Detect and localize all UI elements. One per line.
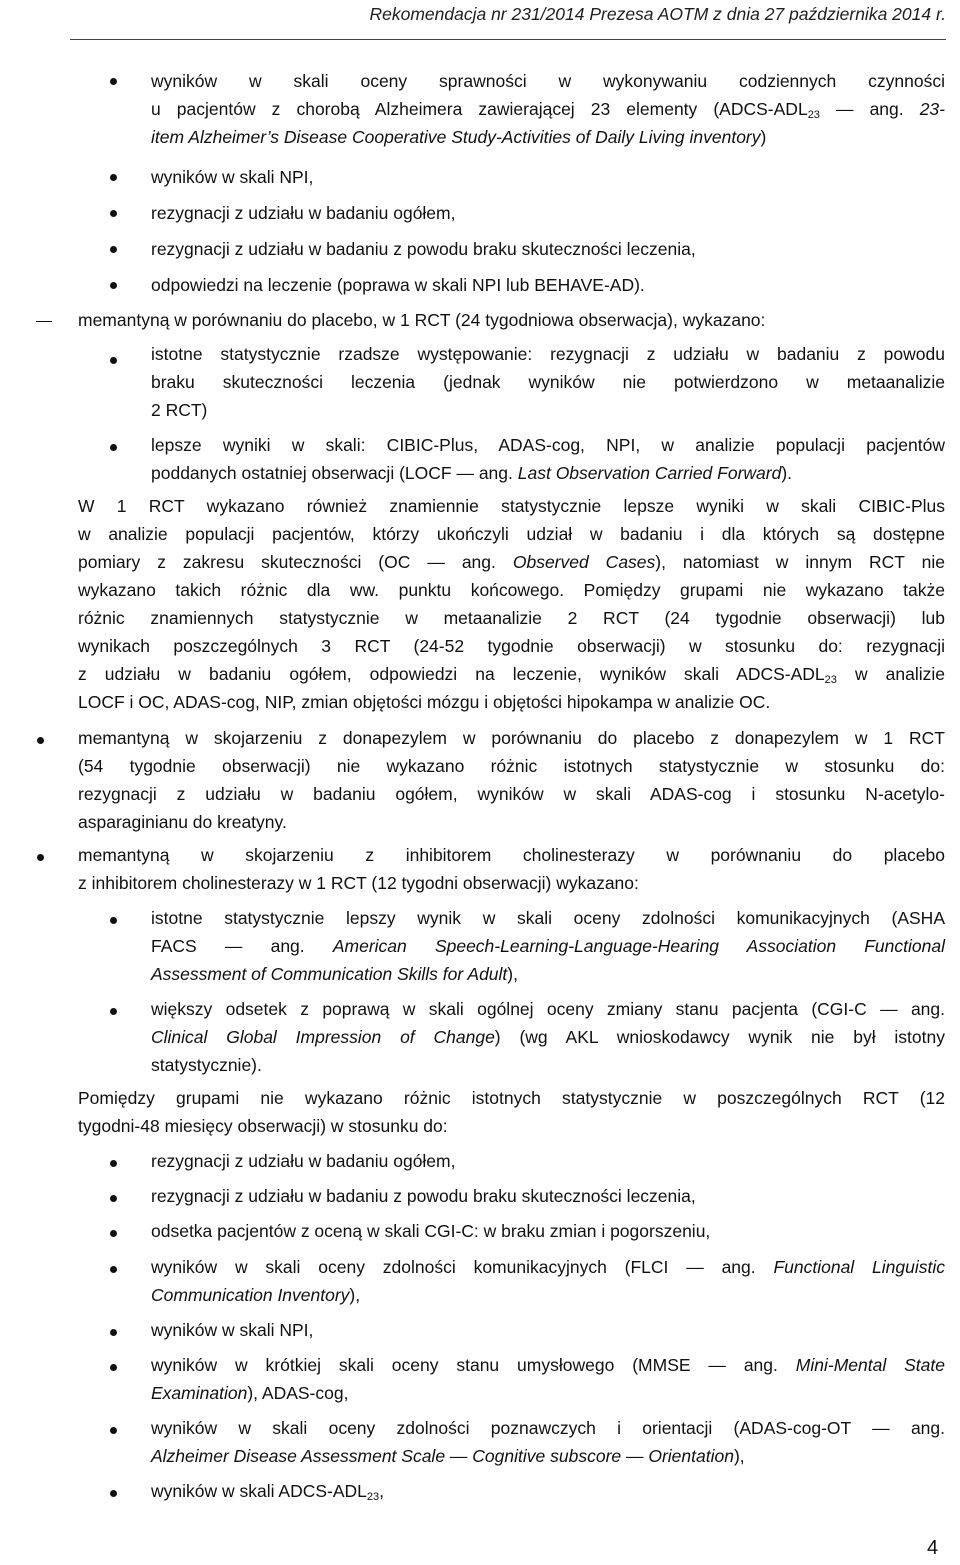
paragraph-line: tygodni-48 miesięcy obserwacji) w stosunku do: (78, 1116, 448, 1136)
list-item: Alzheimer Disease Assessment Scale — Cognitive subscore — Orientation), (151, 1446, 745, 1466)
bullet-icon (110, 78, 117, 85)
section-line: z inhibitorem cholinesterazy w 1 RCT (12 tygodni obserwacji) wykazano: (78, 873, 639, 893)
bullet-icon (110, 210, 117, 217)
paragraph-line: wykazano takich różnic dla ww. punktu końcowego. Pomiędzy grupami nie wykazano także (78, 580, 945, 600)
finding-line: FACS — ang. American Speech-Learning-Language-Hearing Association Functional (151, 936, 945, 956)
finding-line: statystycznie). (151, 1055, 262, 1075)
finding-line: istotne statystycznie lepszy wynik w skali oceny zdolności komunikacyjnych (ASHA (151, 908, 945, 928)
bullet-icon (110, 917, 117, 924)
adcs-line-2: u pacjentów z chorobą Alzheimera zawierającej 23 elementy ($ADCS-ADL_{23}$ — ang. 23- (151, 99, 945, 121)
finding-line: większy odsetek z poprawą w skali ogólnej oceny zmiany stanu pacjenta (CGI-C — ang. (151, 999, 945, 1019)
bullet-icon (110, 282, 117, 289)
list-item: wyników w skali NPI, (151, 167, 314, 187)
list-item: odpowiedzi na leczenie (poprawa w skali NPI lub BEHAVE-AD). (151, 275, 645, 295)
finding-line: braku skuteczności leczenia (jednak wyników nie potwierdzono w metaanalizie (151, 372, 945, 392)
paragraph-line: z udziału w badaniu ogółem, odpowiedzi na leczenie, wyników skali ADCS-$ADL_{23}$ w analizie (78, 664, 945, 686)
finding-line: poddanych ostatniej obserwacji (LOCF — ang. Last Observation Carried Forward). (151, 463, 793, 483)
bullet-icon (110, 1364, 117, 1371)
finding-line: istotne statystycznie rzadsze występowanie: rezygnacji z udziału w badaniu z powodu (151, 344, 945, 364)
page-header: Rekomendacja nr 231/2014 Prezesa AOTM z dnia 27 października 2014 r. (369, 4, 946, 24)
section-line: asparaginianu do kreatyny. (78, 812, 287, 832)
dash-icon (36, 321, 52, 322)
bullet-icon (37, 854, 44, 861)
bullet-icon (110, 1195, 117, 1202)
paragraph-line: różnic znamiennych statystycznie w metaanalizie 2 RCT (24 tygodnie obserwacji) lub (78, 608, 945, 628)
section-line: memantyną w skojarzeniu z inhibitorem cholinesterazy w porównaniu do placebo (78, 845, 945, 865)
list-item: wyników w skali NPI, (151, 1320, 314, 1340)
list-item: rezygnacji z udziału w badaniu z powodu braku skuteczności leczenia, (151, 1186, 696, 1206)
header-rule (70, 39, 946, 40)
bullet-icon (110, 174, 117, 181)
paragraph-line: w analizie populacji pacjentów, którzy ukończyli udział w badaniu i dla których są dostępne (78, 524, 945, 544)
paragraph-line: pomiary z zakresu skuteczności (OC — ang. Observed Cases), natomiast w innym RCT nie (78, 552, 945, 572)
bullet-icon (110, 1008, 117, 1015)
bullet-icon (110, 444, 117, 451)
page-number: 4 (927, 1537, 939, 1559)
list-item: wyników w skali ADCS-$ADL_{23}$, (151, 1481, 385, 1503)
finding-line: lepsze wyniki w skali: CIBIC-Plus, ADAS-cog, NPI, w analizie populacji pacjentów (151, 435, 945, 455)
section-intro: memantyną w porównaniu do placebo, w 1 RCT (24 tygodniowa obserwacja), wykazano: (78, 310, 766, 330)
bullet-icon (110, 246, 117, 253)
list-item: rezygnacji z udziału w badaniu z powodu braku skuteczności leczenia, (151, 239, 696, 259)
bullet-icon (110, 357, 117, 364)
list-item: rezygnacji z udziału w badaniu ogółem, (151, 1151, 456, 1171)
list-item: rezygnacji z udziału w badaniu ogółem, (151, 203, 456, 223)
bullet-icon (110, 1329, 117, 1336)
list-item: wyników w skali oceny zdolności komunikacyjnych (FLCI — ang. Functional Linguistic (151, 1257, 945, 1277)
finding-line: 2 RCT) (151, 400, 208, 420)
list-item: wyników w skali oceny zdolności poznawczych i orientacji (ADAS-cog-OT — ang. (151, 1418, 945, 1438)
list-item: wyników w krótkiej skali oceny stanu umysłowego (MMSE — ang. Mini-Mental State (151, 1355, 945, 1375)
adcs-line-3: item Alzheimer’s Disease Cooperative Study-Activities of Daily Living inventory) (151, 127, 767, 147)
section-line: memantyną w skojarzeniu z donapezylem w porównaniu do placebo z donapezylem w 1 RCT (78, 728, 945, 748)
bullet-icon (110, 1266, 117, 1273)
paragraph-line: Pomiędzy grupami nie wykazano różnic istotnych statystycznie w poszczególnych RCT (12 (78, 1088, 945, 1108)
paragraph-line: W 1 RCT wykazano również znamiennie statystycznie lepsze wyniki w skali CIBIC-Plus (78, 496, 945, 516)
bullet-icon (110, 1490, 117, 1497)
list-item: Examination), ADAS-cog, (151, 1383, 349, 1403)
bullet-icon (110, 1230, 117, 1237)
finding-line: Clinical Global Impression of Change) (wg AKL wnioskodawcy wynik nie był istotny (151, 1027, 945, 1047)
bullet-icon (110, 1427, 117, 1434)
adcs-line-1: wyników w skali oceny sprawności w wykonywaniu codziennych czynności (151, 71, 945, 91)
paragraph-line: wynikach poszczególnych 3 RCT (24-52 tygodnie obserwacji) w stosunku do: rezygnacji (78, 636, 945, 656)
paragraph-line: LOCF i OC, ADAS-cog, NIP, zmian objętości mózgu i objętości hipokampa w analizie OC. (78, 692, 771, 712)
section-line: (54 tygodnie obserwacji) nie wykazano różnic istotnych statystycznie w stosunku do: (78, 756, 945, 776)
bullet-icon (37, 737, 44, 744)
finding-line: Assessment of Communication Skills for Adult), (151, 964, 518, 984)
bullet-icon (110, 1160, 117, 1167)
list-item: odsetka pacjentów z oceną w skali CGI-C: w braku zmian i pogorszeniu, (151, 1221, 711, 1241)
section-line: rezygnacji z udziału w badaniu ogółem, wyników w skali ADAS-cog i stosunku N-acetylo- (78, 784, 945, 804)
list-item: Communication Inventory), (151, 1285, 361, 1305)
